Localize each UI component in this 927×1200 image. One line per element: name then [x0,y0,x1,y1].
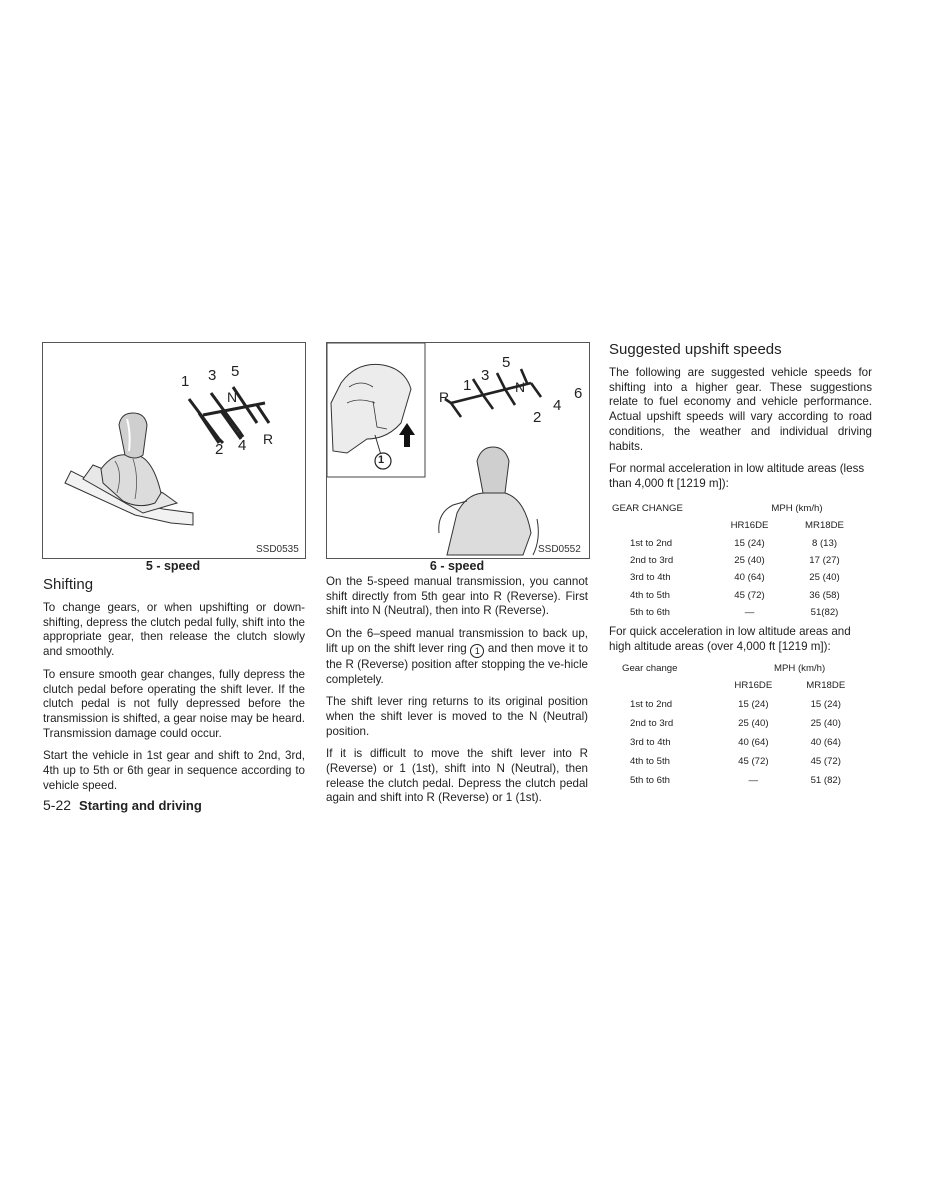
engine-mr18de: MR18DE [805,520,844,532]
paragraph: For normal acceleration in low altitude areas (less than 4,000 ft [1219 m]): [609,462,865,490]
page-footer [43,797,202,813]
column-header: GEAR CHANGE [612,503,683,515]
text-after-ring: and then move it to the R (Reverse) position after stopping the ve-hicle completely. [326,641,588,686]
speed-cell: 25 (40) [809,572,840,584]
figure-caption-5-speed: 5 - speed [145,559,201,573]
gear-shift-illustration-6-speed [327,343,589,558]
gear-label-4: 4 [553,397,562,414]
shifting-text [43,601,305,801]
gear-label-1: 1 [463,377,472,394]
figure-caption-6-speed: 6 - speed [429,559,485,573]
speed-cell: — [748,774,759,786]
paragraph: On the 5-speed manual transmission, you cannot shift directly from 5th gear into R (Reverse). First shift into N (Neutral), then into R (Reverse). [326,575,588,618]
speed-cell: 40 (64) [734,572,765,584]
gear-label-5: 5 [502,354,511,371]
speed-cell: 8 (13) [811,537,838,549]
speed-cell: — [744,606,755,618]
middle-text [326,575,588,814]
gear-cell: 1st to 2nd [630,698,673,710]
speed-cell: 45 (72) [738,755,769,767]
engine-hr16de: HR16DE [734,680,773,692]
table-row [612,733,862,752]
unit-header: MPH (km/h) [773,663,826,675]
gear-label-N: N [515,379,526,395]
gear-cell: 1st to 2nd [630,537,673,549]
speed-cell: 51 (82) [810,774,841,786]
table-header-row [612,500,862,517]
table-row [612,569,862,586]
section-title: Starting and driving [79,798,202,813]
figure-6-speed [326,342,590,559]
gear-label-4: 4 [238,437,247,454]
gear-cell: 3rd to 4th [630,736,671,748]
speed-cell: 25 (40) [734,555,765,567]
page-number: 5-22 [43,797,72,813]
speed-cell: 25 (40) [738,717,769,729]
speed-cell: 15 (24) [810,698,841,710]
gear-label-5: 5 [231,363,240,380]
gear-cell: 5th to 6th [630,606,671,618]
speed-cell: 40 (64) [810,736,841,748]
gear-label-6: 6 [574,385,583,402]
table-row [612,752,862,771]
speed-cell: 51(82) [810,606,839,618]
engine-header-row [612,517,862,534]
table-row [612,771,862,790]
text-before-ring: On the 6–speed manual transmission to back up, lift up on the shift lever ring [326,627,588,655]
gear-cell: 3rd to 4th [630,572,671,584]
figure-code: SSD0535 [256,544,299,555]
table-row [612,586,862,603]
paragraph: For quick acceleration in low altitude areas and high altitude areas (over 4,000 ft [1219 m]): [609,625,851,653]
gear-label-N: N [227,389,238,405]
paragraph: The following are suggested vehicle speeds for shifting into a higher gear. These suggestions relate to fuel economy and vehicle performance. Actual upshift speeds will vary according to road conditions, the weather and individual driving habits. [609,366,872,453]
paragraph: The shift lever ring returns to its original position when the shift lever is moved to the N (Neutral) position. [326,695,588,738]
gear-label-R: R [439,389,450,405]
table-row [612,604,862,621]
paragraph-ring [326,627,588,687]
speed-cell: 15 (24) [734,537,765,549]
speed-cell: 40 (64) [738,736,769,748]
gear-label-3: 3 [481,367,490,384]
paragraph: To change gears, or when upshifting or down-shifting, depress the clutch pedal fully, shift into the appropriate gear, then release the clutch slowly and smoothly. [43,601,305,659]
paragraph: Start the vehicle in 1st gear and shift to 2nd, 3rd, 4th up to 5th or 6th gear in sequence according to vehicle speed. [43,749,305,792]
quick-acceleration-table [612,660,862,790]
speed-cell: 45 (72) [734,589,765,601]
engine-hr16de: HR16DE [730,520,769,532]
table-row [612,552,862,569]
gear-label-2: 2 [215,441,224,458]
table-header-row [612,660,862,677]
normal-acceleration-table [612,500,862,621]
gear-label-2: 2 [533,409,542,426]
gear-label-1: 1 [181,373,190,390]
engine-header-row [612,677,862,694]
speed-cell: 25 (40) [810,717,841,729]
figure-code: SSD0552 [538,544,581,555]
gear-cell: 2nd to 3rd [630,555,674,567]
speed-cell: 45 (72) [810,755,841,767]
figure-5-speed [42,342,306,559]
speed-cell: 36 (58) [809,589,840,601]
unit-header: MPH (km/h) [771,503,823,515]
column-header: Gear change [622,663,678,675]
speed-cell: 15 (24) [738,698,769,710]
paragraph: If it is difficult to move the shift lever into R (Reverse) or 1 (1st), shift into N (Neutral), then release the clutch pedal. Depress the clutch pedal again and shift into R (Reverse) or 1 (1st). [326,747,588,805]
gear-cell: 4th to 5th [630,755,671,767]
table-row [612,714,862,733]
engine-mr18de: MR18DE [806,680,846,692]
gear-cell: 5th to 6th [630,774,671,786]
ring-number-icon: 1 [470,644,484,658]
gear-shift-illustration-5-speed [43,343,305,558]
paragraph: To ensure smooth gear changes, fully depress the clutch pedal before operating the shift lever. If the clutch pedal is not fully depressed before the transmission is shifted, a gear noise may be heard. Transmission damage could occur. [43,667,305,740]
gear-label-3: 3 [208,367,217,384]
ring-marker: 1 [378,454,385,466]
section-heading-upshift: Suggested upshift speeds [609,341,782,358]
table-row [612,535,862,552]
quick-label [609,625,872,662]
gear-label-R: R [263,431,274,447]
gear-cell: 4th to 5th [630,589,671,601]
gear-cell: 2nd to 3rd [630,717,674,729]
section-heading-shifting: Shifting [43,576,94,593]
speed-cell: 17 (27) [809,555,840,567]
upshift-intro [609,366,872,500]
table-row [612,695,862,714]
